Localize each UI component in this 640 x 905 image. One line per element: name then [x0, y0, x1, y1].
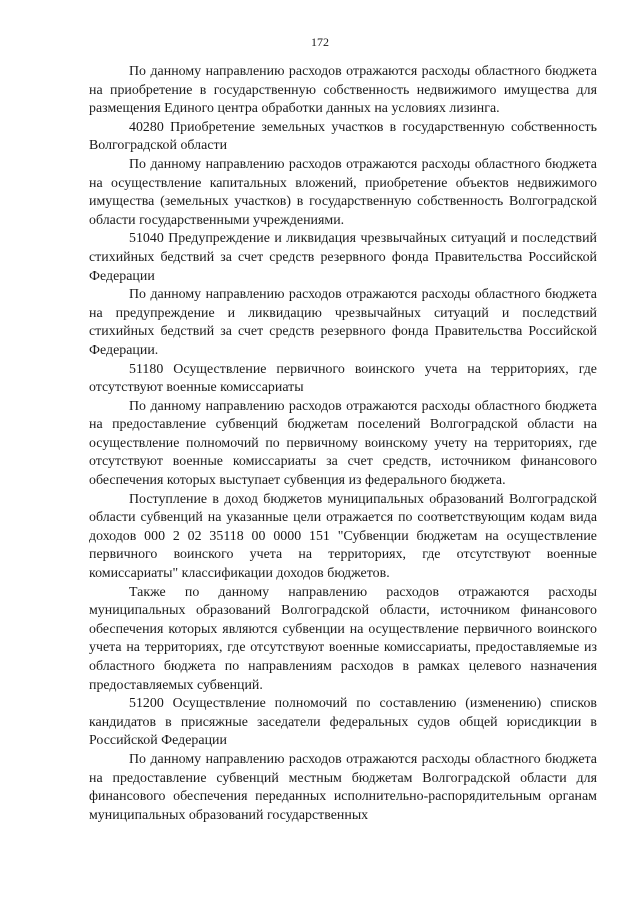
page-number: 172: [311, 35, 329, 49]
section-heading: 51200 Осуществление полномочий по составлению (изменению) списков кандидатов в присяжные заседатели федеральных судов общей юрисдикции в Российской Федерации: [89, 696, 597, 749]
paragraph: По данному направлению расходов отражаются расходы областного бюджета на предупреждение и ликвидацию чрезвычайных ситуаций и последствий стихийных бедствий за счет средств резервного фонда Правительства Российской Федерации.: [89, 287, 597, 358]
section-heading: 40280 Приобретение земельных участков в государственную собственность Волгоградской области: [89, 119, 597, 154]
section-heading: 51040 Предупреждение и ликвидация чрезвычайных ситуаций и последствий стихийных бедствий за счет средств резервного фонда Правительства Российской Федерации: [89, 231, 597, 284]
paragraph: По данному направлению расходов отражаются расходы областного бюджета на предоставление субвенций местным бюджетам Волгоградской области для финансового обеспечения переданных исполнительно-распорядительным органам муниципальных образований государственных: [89, 751, 597, 823]
paragraph: По данному направлению расходов отражаются расходы областного бюджета на приобретение в государственную собственность недвижимого имущества для размещения Единого центра обработки данных на условиях лизинга.: [89, 64, 597, 117]
paragraph: Также по данному направлению расходов отражаются расходы муниципальных образований Волгоградской области, источником финансового обеспечения которых являются субвенции на осуществление первичного воинского учета на территориях, где отсутствуют военные комиссариаты, предоставляемые из областного бюджета по направлениям расходов в рамках целевого назначения предоставляемых субвенций.: [89, 584, 597, 693]
section-heading: 51180 Осуществление первичного воинского учета на территориях, где отсутствуют военные комиссариаты: [89, 361, 597, 396]
paragraph: По данному направлению расходов отражаются расходы областного бюджета на предоставление субвенций бюджетам поселений Волгоградской области на осуществление полномочий по первичному воинскому учету на территориях, где отсутствуют военные комиссариаты за счет средств, источником финансового обеспечения которых выступает субвенция из федерального бюджета.: [89, 398, 597, 489]
paragraph: Поступление в доход бюджетов муниципальных образований Волгоградской области субвенций на указанные цели отражается по соответствующим кодам вида доходов 000 2 02 35118 00 0000 151 "Субвенции бюджетам на осуществление первичного воинского учета на территориях, где отсутствуют военные комиссариаты" классификации доходов бюджетов.: [89, 491, 597, 582]
paragraph: По данному направлению расходов отражаются расходы областного бюджета на осуществление капитальных вложений, приобретение объектов недвижимого имущества (земельных участков) в государственную собственность Волгоградской области государственными учреждениями.: [89, 156, 597, 228]
document-body: [89, 63, 597, 825]
